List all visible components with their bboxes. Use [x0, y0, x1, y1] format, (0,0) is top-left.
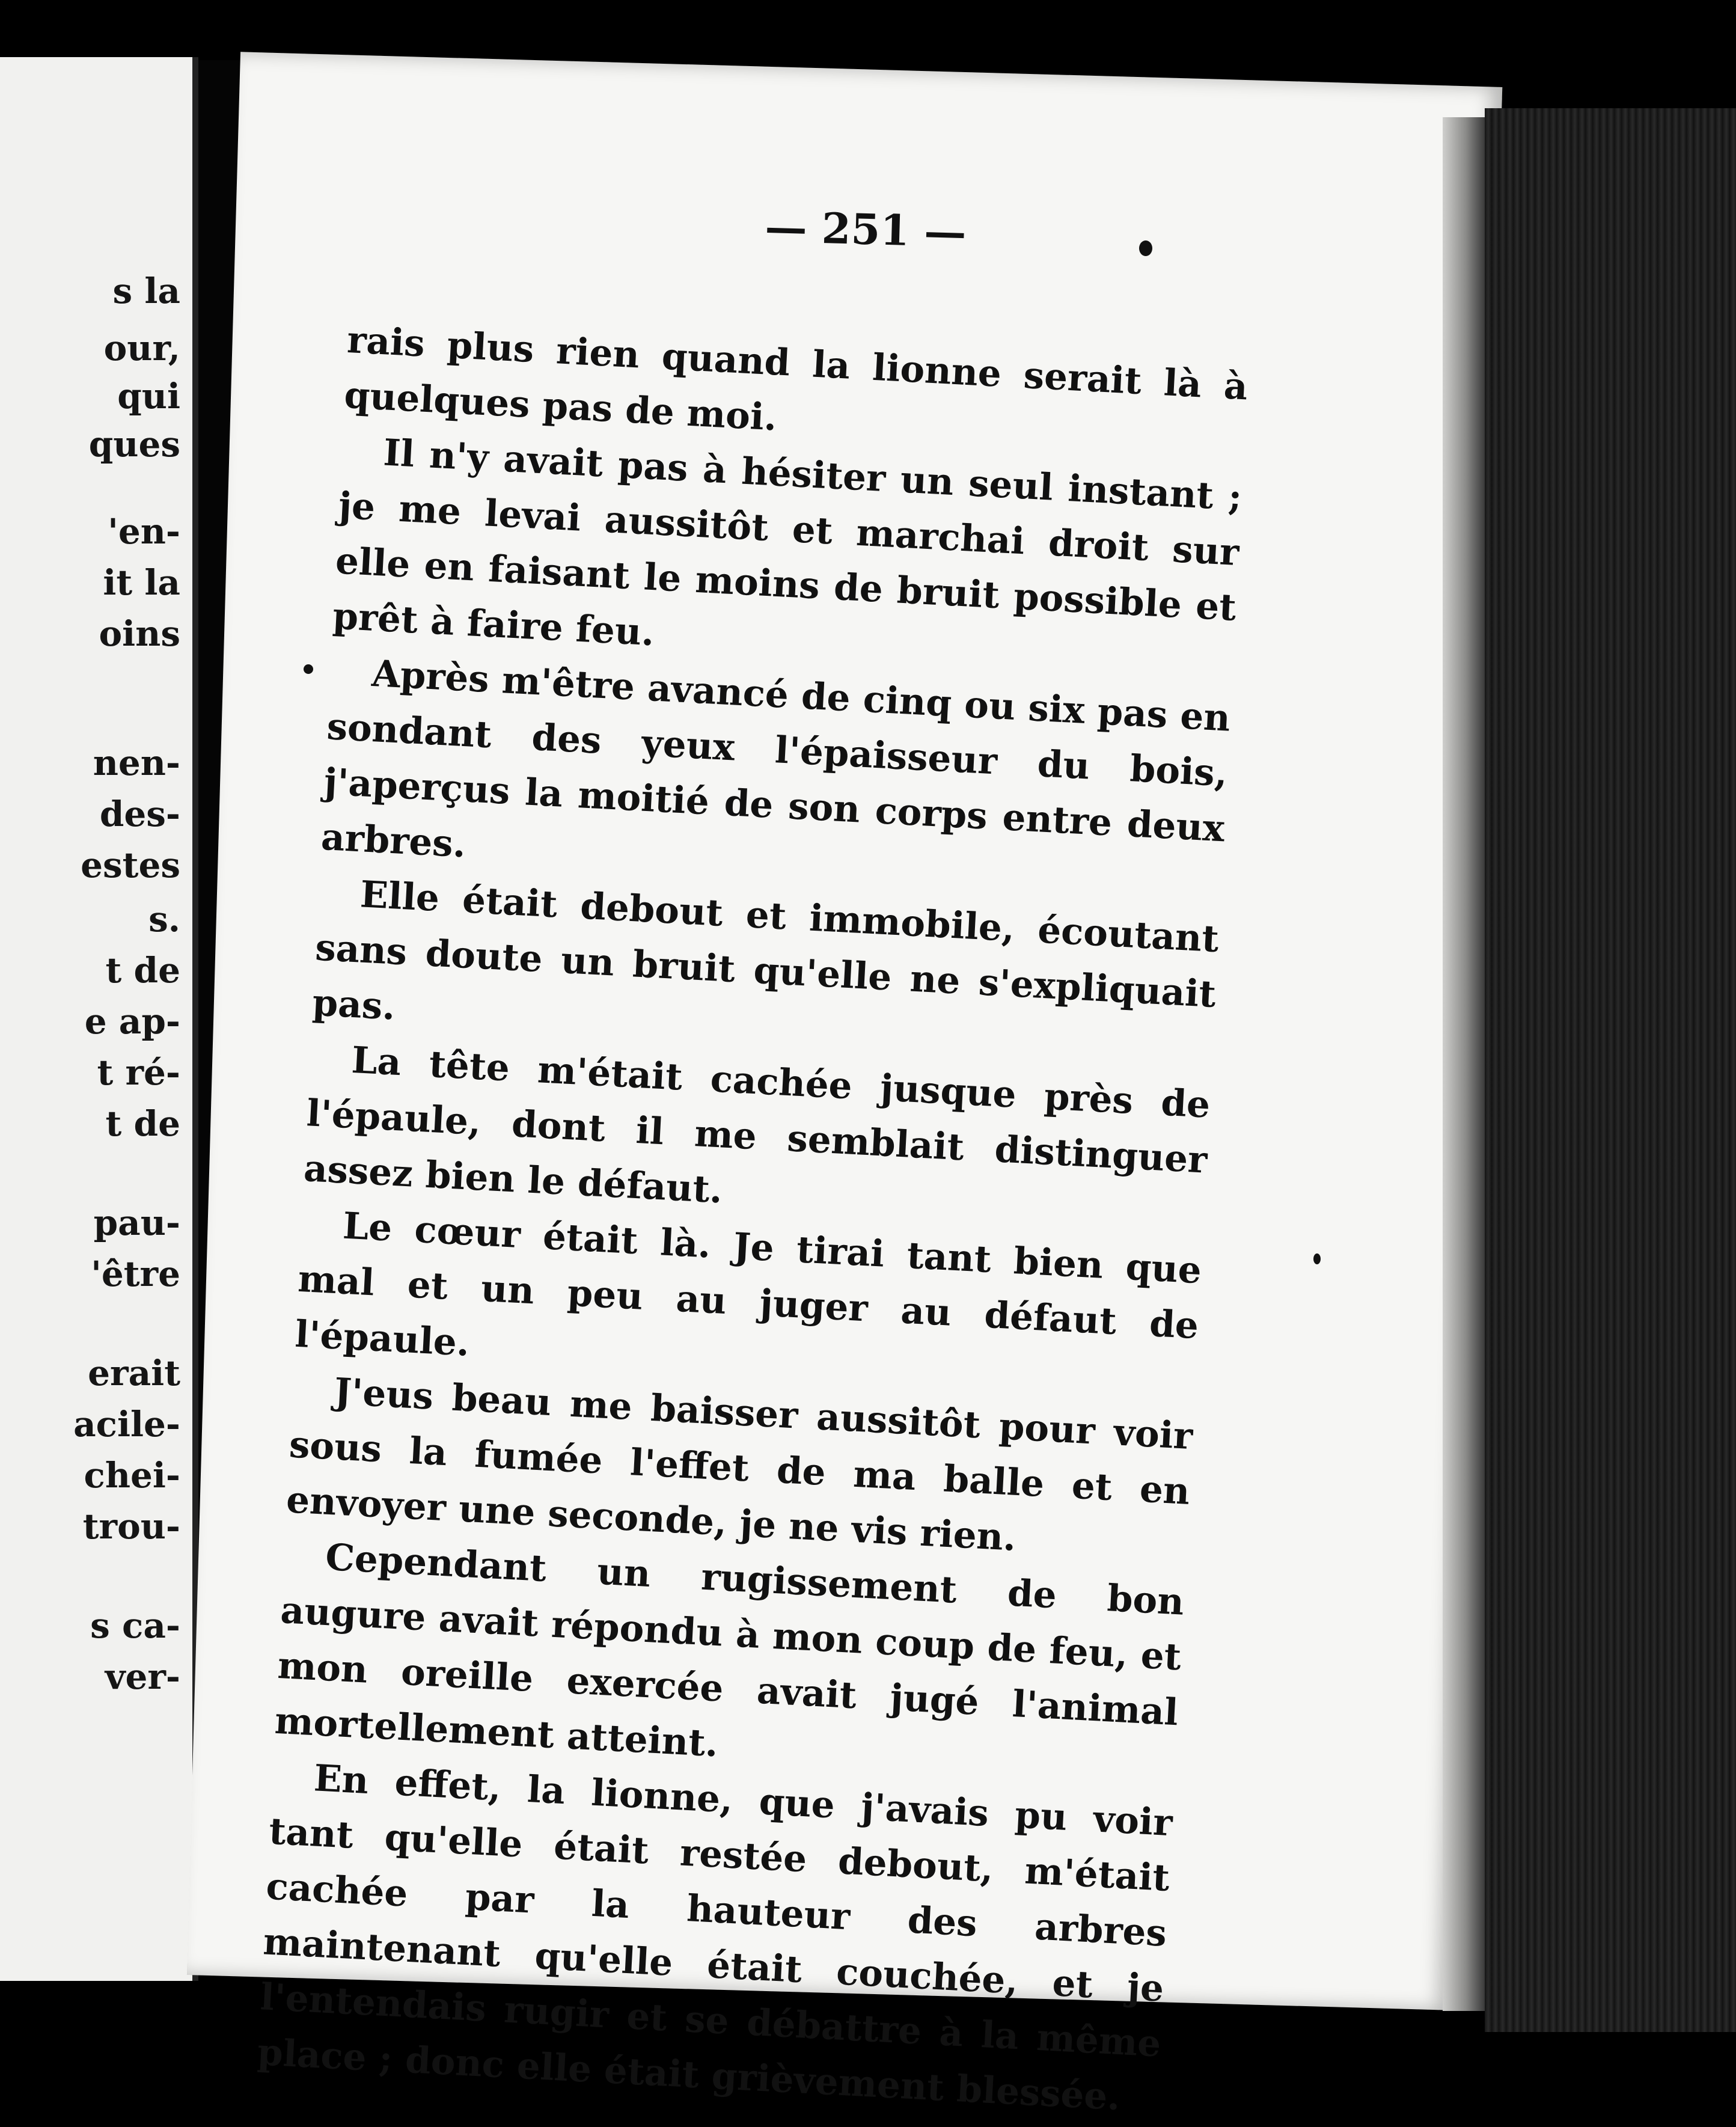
book-cover: [1485, 108, 1736, 2032]
left-page-line-fragment: oins: [99, 613, 180, 654]
ink-speck: [1313, 1253, 1321, 1264]
left-page-line-fragment: ver-: [105, 1656, 180, 1697]
left-page-line-fragment: e ap-: [84, 1001, 180, 1042]
left-page-line-fragment: erait: [88, 1353, 180, 1394]
left-page-line-fragment: our,: [103, 328, 180, 369]
left-page-line-fragment: qui: [117, 376, 180, 417]
paragraph: Il n'y avait pas à hésiter un seul instant ; je me levai aussitôt et marchai droit sur elle en faisant le moins de bruit possible et prêt à faire feu.: [331, 431, 1243, 655]
left-page-line-fragment: t de: [105, 1103, 180, 1144]
left-page-line-fragment: s ca-: [90, 1605, 180, 1646]
paragraph: rais plus rien quand la lionne serait là à quelques pas de moi.: [343, 318, 1249, 439]
left-page: [0, 57, 198, 1981]
paragraph: Après m'être avancé de cinq ou six pas en sondant des yeux l'épaisseur du bois, j'aperçus la moitié de son corps entre deux arbres.: [320, 652, 1232, 866]
paragraph: La tête m'était cachée jusque près de l'épaule, dont il me semblait distinguer assez bien le défaut.: [302, 1039, 1211, 1212]
left-page-line-fragment: s.: [148, 899, 180, 940]
paragraph: Cependant un rugissement de bon augure avait répondu à mon coup de feu, et mon oreille exercée avait jugé l'animal mortellement atteint.: [274, 1535, 1185, 1766]
left-page-line-fragment: des-: [99, 794, 180, 834]
ink-speck: [1139, 240, 1152, 256]
left-page-line-fragment: s la: [112, 271, 180, 311]
paragraph: J'eus beau me baisser aussitôt pour voir sous la fumée l'effet de ma balle et en envoyer une seconde, je ne vis rien.: [285, 1370, 1194, 1559]
left-page-line-fragment: pau-: [93, 1202, 180, 1243]
body-text: [256, 313, 1249, 2127]
left-page-line-fragment: trou-: [82, 1506, 180, 1547]
left-page-line-fragment: chei-: [84, 1455, 180, 1496]
left-page-line-fragment: estes: [81, 845, 180, 886]
paragraph: Le cœur était là. Je tirai tant bien que mal et un peu au juger au défaut de l'épaule.: [294, 1204, 1203, 1365]
left-page-line-fragment: t de: [105, 950, 180, 991]
left-page-line-fragment: acile-: [73, 1404, 180, 1445]
left-page-line-fragment: 'être: [91, 1253, 180, 1294]
left-page-line-fragment: t ré-: [97, 1052, 180, 1093]
left-page-line-fragment: nen-: [93, 742, 180, 783]
paragraph: En effet, la lionne, que j'avais pu voir tant qu'elle était restée debout, m'était cachée par la hauteur des arbres maintenant qu'elle était couchée, et je l'entendais rugir et se débattre à la même place ; donc elle était grièvement blessée.: [256, 1757, 1174, 2119]
page-number: — 251 —: [764, 201, 967, 257]
left-page-line-fragment: ques: [88, 424, 180, 465]
left-page-line-fragment: 'en-: [108, 511, 180, 552]
paragraph: Elle était debout et immobile, écoutant sans doute un bruit qu'elle ne s'expliquait pas.: [311, 873, 1220, 1029]
page-edge: [1443, 117, 1485, 2011]
ink-speck: [304, 664, 313, 674]
left-page-line-fragment: it la: [103, 562, 180, 603]
